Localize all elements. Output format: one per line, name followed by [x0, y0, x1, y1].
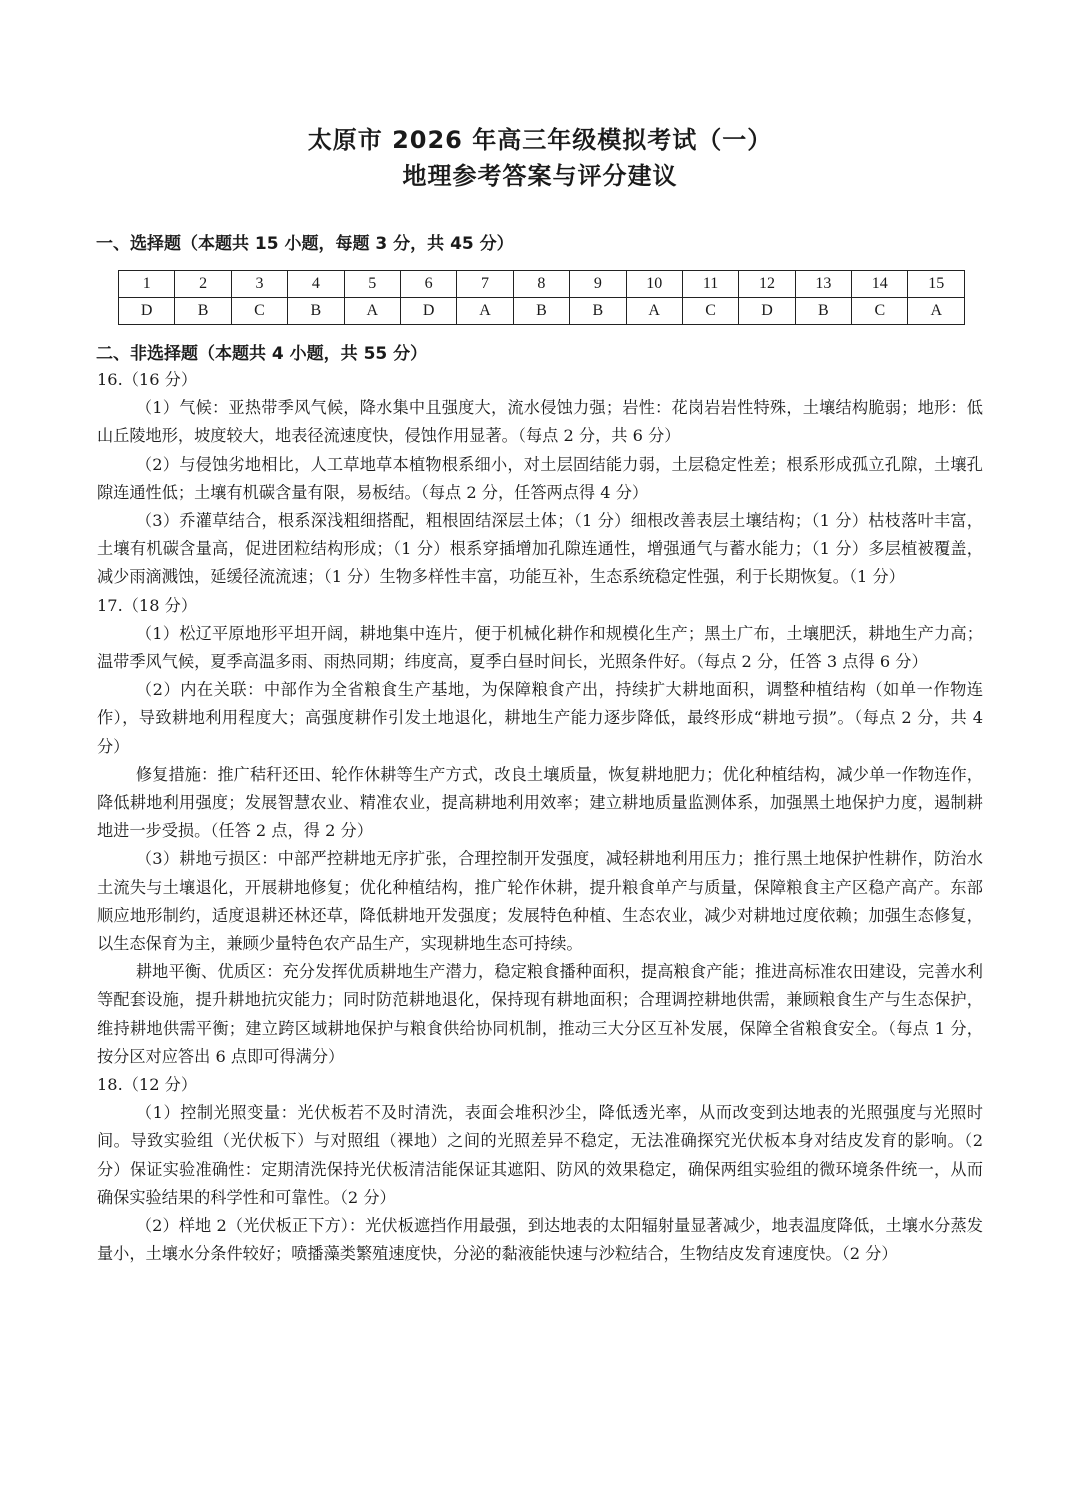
question-number-cell: 15 [908, 271, 965, 298]
answer-body [97, 366, 983, 1269]
answer-cell: B [288, 298, 344, 325]
answer-cell: D [400, 298, 456, 325]
question-number-cell: 8 [513, 271, 569, 298]
question-number-cell: 3 [231, 271, 287, 298]
answer-cell: B [570, 298, 626, 325]
answer-cell: B [513, 298, 569, 325]
question-number-cell: 10 [626, 271, 682, 298]
question-number-cell: 4 [288, 271, 344, 298]
question-number-cell: 5 [344, 271, 400, 298]
answer-paragraph: （2）内在关联：中部作为全省粮食生产基地，为保障粮食产出，持续扩大耕地面积，调整种植结构（如单一作物连作），导致耕地利用程度大；高强度耕作引发土地退化，耕地生产能力逐步降低，最终形成“耕地亏损”。（每点 2 分，共 4 分） [97, 680, 983, 756]
answer-paragraph: （3）乔灌草结合，根系深浅粗细搭配，粗根固结深层土体；（1 分）细根改善表层土壤结构；（1 分）枯枝落叶丰富，土壤有机碳含量高，促进团粒结构形成；（1 分）根系穿插增加孔隙连通性，增强通气与蓄水能力；（1 分）多层植被覆盖，减少雨滴溅蚀，延缓径流流速；（1 分）生物多样性丰富，功能互补，生态系统稳定性强，利于长期恢复。（1 分） [97, 511, 983, 587]
question-number-cell: 13 [795, 271, 851, 298]
section1-heading: 一、选择题（本题共 15 小题，每题 3 分，共 45 分） [96, 234, 514, 254]
answer-paragraph: （1）气候：亚热带季风气候，降水集中且强度大，流水侵蚀力强；岩性：花岗岩岩性特殊，土壤结构脆弱；地形：低山丘陵地形，坡度较大，地表径流速度快，侵蚀作用显著。（每点 2 分，共 6 分） [97, 398, 983, 446]
answer-paragraph: （2）样地 2（光伏板正下方）：光伏板遮挡作用最强，到达地表的太阳辐射量显著减少，地表温度降低，土壤水分蒸发量小，土壤水分条件较好；喷播藻类繁殖速度快，分泌的黏液能快速与沙粒结合，生物结皮发育速度快。（2 分） [97, 1216, 983, 1264]
answer-cell: B [175, 298, 231, 325]
answer-cell: C [682, 298, 738, 325]
question-heading: 17.（18 分） [97, 595, 198, 615]
answer-paragraph: （1）松辽平原地形平坦开阔，耕地集中连片，便于机械化耕作和规模化生产；黑土广布，土壤肥沃，耕地生产力高；温带季风气候，夏季高温多雨、雨热同期；纬度高，夏季白昼时间长，光照条件好。（每点 2 分，任答 3 点得 6 分） [97, 623, 983, 672]
exam-subtitle: 地理参考答案与评分建议 [402, 162, 678, 190]
answer-cell: A [344, 298, 400, 325]
answer-cell: D [119, 298, 175, 325]
question-number-row [119, 271, 965, 298]
answer-paragraph: 修复措施：推广秸秆还田、轮作休耕等生产方式，改良土壤质量，恢复耕地肥力；优化种植结构，减少单一作物连作，降低耕地利用强度；发展智慧农业、精准农业，提高耕地利用效率；建立耕地质量监测体系，加强黑土地保护力度，遏制耕地进一步受损。（任答 2 点，得 2 分） [97, 764, 983, 841]
question-number-cell: 7 [457, 271, 513, 298]
answer-paragraph: （1）控制光照变量：光伏板若不及时清洗，表面会堆积沙尘，降低透光率，从而改变到达地表的光照强度与光照时间。导致实验组（光伏板下）与对照组（裸地）之间的光照差异不稳定，无法准确探究光伏板本身对结皮发育的影响。（2 分）保证实验准确性：定期清洗保持光伏板清洁能保证其遮阳、防风的效果稳定，确保两组实验组的微环境条件统一，从而确保实验结果的科学性和可靠性。（2 分） [97, 1103, 983, 1207]
answer-paragraph: （3）耕地亏损区：中部严控耕地无序扩张，合理控制开发强度，减轻耕地利用压力；推行黑土地保护性耕作，防治水土流失与土壤退化，开展耕地修复；优化种植结构，推广轮作休耕，提升粮食单产与质量，保障粮食主产区稳产高产。东部顺应地形制约，适度退耕还林还草，降低耕地开发强度；发展特色种植、生态农业，减少对耕地过度依赖；加强生态修复，以生态保育为主，兼顾少量特色农产品生产，实现耕地生态可持续。 [97, 849, 983, 954]
question-heading: 18.（12 分） [97, 1075, 198, 1095]
answer-cell: C [231, 298, 287, 325]
question-number-cell: 14 [852, 271, 908, 298]
question-heading: 16.（16 分） [97, 370, 198, 389]
question-number-cell: 12 [739, 271, 795, 298]
answer-cell: A [626, 298, 682, 325]
answer-paragraph: （2）与侵蚀劣地相比，人工草地草本植物根系细小，对土层固结能力弱，土层稳定性差；根系形成孤立孔隙，土壤孔隙连通性低；土壤有机碳含量有限，易板结。（每点 2 分，任答两点得 4 分） [97, 454, 983, 502]
answer-cell: D [739, 298, 795, 325]
exam-title: 太原市 2026 年高三年级模拟考试（一） [307, 126, 773, 154]
question-number-cell: 1 [119, 271, 175, 298]
question-number-cell: 2 [175, 271, 231, 298]
answer-paragraph: 耕地平衡、优质区：充分发挥优质耕地生产潜力，稳定粮食播种面积，提高粮食产能；推进高标准农田建设，完善水利等配套设施，提升耕地抗灾能力；同时防范耕地退化，保持现有耕地面积；合理调控耕地供需，兼顾粮食生产与生态保护，维持耕地供需平衡；建立跨区域耕地保护与粮食供给协同机制，推动三大分区互补发展，保障全省粮食安全。（每点 1 分，按分区对应答出 6 点即可得满分） [97, 962, 983, 1066]
answer-cell: B [795, 298, 851, 325]
question-number-cell: 9 [570, 271, 626, 298]
answer-cell: A [908, 298, 965, 325]
answer-cell: C [852, 298, 908, 325]
answer-table [118, 270, 965, 325]
question-number-cell: 11 [682, 271, 738, 298]
answer-cell: A [457, 298, 513, 325]
answer-row [119, 298, 965, 325]
section2-heading: 二、非选择题（本题共 4 小题，共 55 分） [96, 344, 428, 364]
question-number-cell: 6 [400, 271, 456, 298]
